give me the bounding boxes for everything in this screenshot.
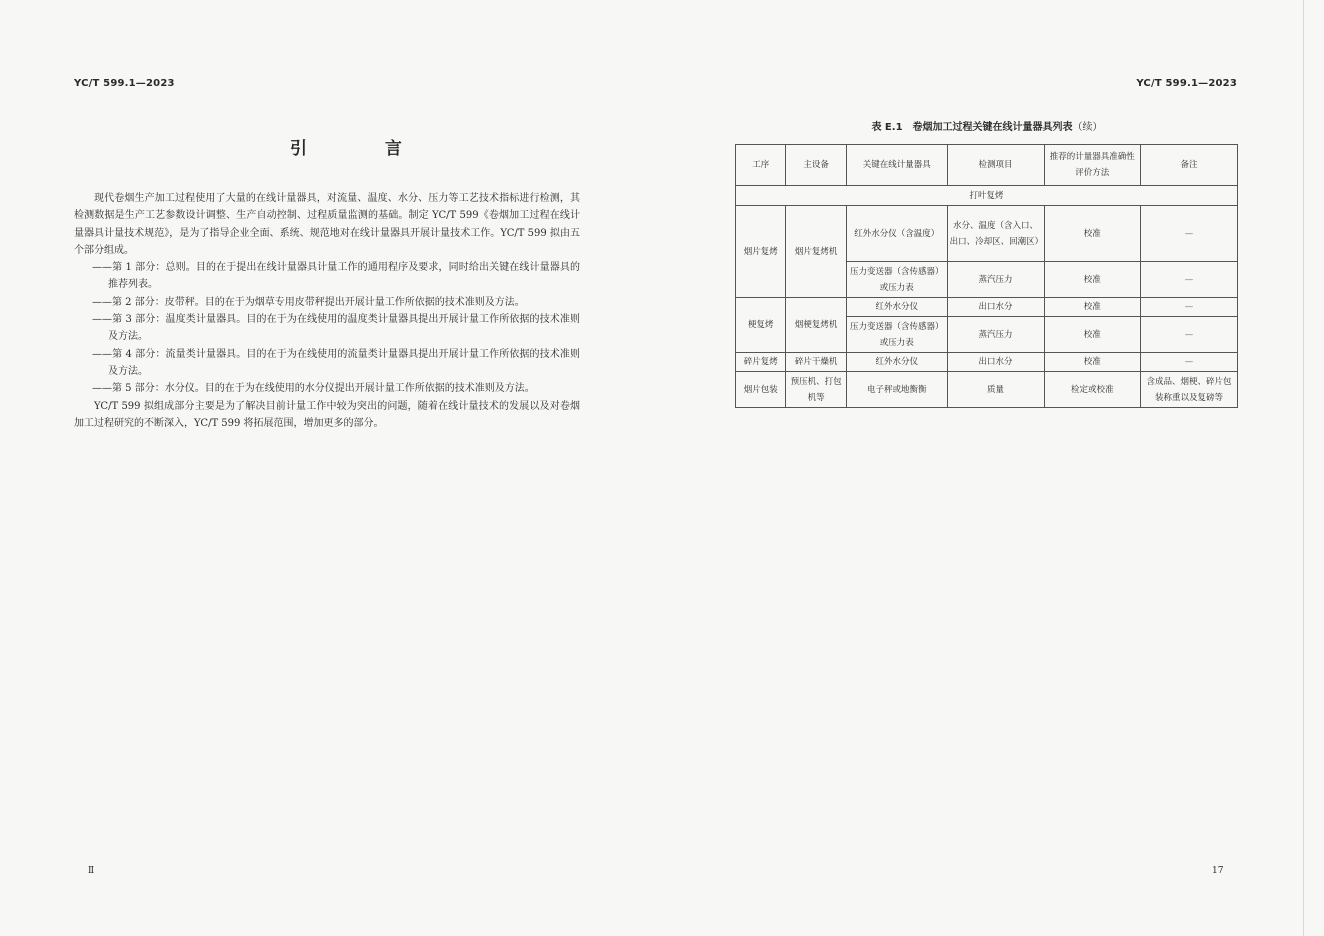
table-header-row	[736, 145, 1238, 186]
cell-test-item: 出口水分	[947, 353, 1044, 372]
cell-method: 检定或校准	[1044, 372, 1141, 408]
header-main-equipment: 主设备	[786, 145, 846, 186]
introduction-body	[74, 190, 580, 432]
cell-method: 校准	[1044, 262, 1141, 298]
table-caption-title: 表 E.1 卷烟加工过程关键在线计量器具列表	[871, 122, 1073, 133]
cell-remarks: —	[1141, 206, 1238, 262]
cell-equipment: 烟梗复烤机	[786, 298, 846, 353]
part-list-item-5: ——第 5 部分：水分仪。目的在于为在线使用的水分仪提出开展计量工作所依据的技术准则及方法。	[92, 383, 535, 395]
cell-test-item: 出口水分	[947, 298, 1044, 317]
cell-remarks: —	[1141, 353, 1238, 372]
part-list-item-1: ——第 1 部分：总则。目的在于提出在线计量器具计量工作的通用程序及要求，同时给出关键在线计量器具的推荐列表。	[92, 262, 580, 291]
cell-remarks: —	[1141, 317, 1238, 353]
header-process: 工序	[736, 145, 786, 186]
cell-process: 碎片复烤	[736, 353, 786, 372]
part-list-item-3: ——第 3 部分：温度类计量器具。目的在于为在线使用的温度类计量器具提出开展计量工作所依据的技术准则及方法。	[92, 314, 580, 343]
cell-method: 校准	[1044, 206, 1141, 262]
closing-paragraph: YC/T 599 拟组成部分主要是为了解决目前计量工作中较为突出的问题，随着在线计量技术的发展以及对卷烟加工过程研究的不断深入，YC/T 599 将拓展范围，增加更多的部分。	[74, 400, 580, 429]
header-test-item: 检测项目	[947, 145, 1044, 186]
part-list-item-4: ——第 4 部分：流量类计量器具。目的在于为在线使用的流量类计量器具提出开展计量工作所依据的技术准则及方法。	[92, 348, 580, 377]
cell-instrument: 红外水分仪	[846, 353, 947, 372]
table-section-row	[736, 186, 1238, 206]
right-page-number: 17	[1212, 866, 1224, 876]
instrument-table	[735, 144, 1238, 408]
cell-test-item: 蒸汽压力	[947, 262, 1044, 298]
cell-equipment: 烟片复烤机	[786, 206, 846, 298]
cell-process: 烟片包装	[736, 372, 786, 408]
cell-method: 校准	[1044, 298, 1141, 317]
cell-test-item: 蒸汽压力	[947, 317, 1044, 353]
cell-equipment: 预压机、打包机等	[786, 372, 846, 408]
table-row	[736, 206, 1238, 262]
cell-remarks: 含成品、烟梗、碎片包装称重以及复磅等	[1141, 372, 1238, 408]
right-page	[662, 0, 1324, 936]
header-key-instrument: 关键在线计量器具	[846, 145, 947, 186]
table-row	[736, 372, 1238, 408]
table-row	[736, 353, 1238, 372]
scan-edge-line	[1303, 0, 1304, 936]
cell-equipment: 碎片干燥机	[786, 353, 846, 372]
table-caption-continued: （续）	[1072, 122, 1103, 133]
header-evaluation-method: 推荐的计量器具准确性评价方法	[1044, 145, 1141, 186]
cell-instrument: 电子秤或地衡衡	[846, 372, 947, 408]
cell-test-item: 水分、温度（含入口、出口、冷却区、回潮区）	[947, 206, 1044, 262]
left-standard-code: YC/T 599.1—2023	[74, 78, 175, 89]
cell-remarks: —	[1141, 298, 1238, 317]
cell-process: 烟片复烤	[736, 206, 786, 298]
section-label: 打叶复烤	[736, 186, 1238, 206]
intro-paragraph: 现代卷烟生产加工过程使用了大量的在线计量器具，对流量、温度、水分、压力等工艺技术指标进行检测，其检测数据是生产工艺参数设计调整、生产自动控制、过程质量监测的基础。制定 YC/T 599《卷烟加工过程在线计量器具计量技术规范》，是为了指导企业全面、系统、规范地对在线计量器具开展计量技术工作。YC/T 599 拟由五个部分组成。	[74, 193, 580, 256]
introduction-title: 引 言	[290, 139, 438, 159]
cell-method: 校准	[1044, 317, 1141, 353]
cell-instrument: 红外水分仪	[846, 298, 947, 317]
left-page-number: Ⅱ	[88, 866, 95, 876]
right-standard-code: YC/T 599.1—2023	[1136, 78, 1237, 89]
cell-remarks: —	[1141, 262, 1238, 298]
cell-instrument: 红外水分仪（含温度）	[846, 206, 947, 262]
part-list-item-2: ——第 2 部分：皮带秤。目的在于为烟草专用皮带秤提出开展计量工作所依据的技术准则及方法。	[92, 296, 525, 308]
cell-method: 校准	[1044, 353, 1141, 372]
table-caption	[736, 118, 1238, 133]
table-row	[736, 298, 1238, 317]
cell-process: 梗复烤	[736, 298, 786, 353]
header-remarks: 备注	[1141, 145, 1238, 186]
cell-instrument: 压力变送器（含传感器）或压力表	[846, 262, 947, 298]
cell-instrument: 压力变送器（含传感器）或压力表	[846, 317, 947, 353]
cell-test-item: 质量	[947, 372, 1044, 408]
